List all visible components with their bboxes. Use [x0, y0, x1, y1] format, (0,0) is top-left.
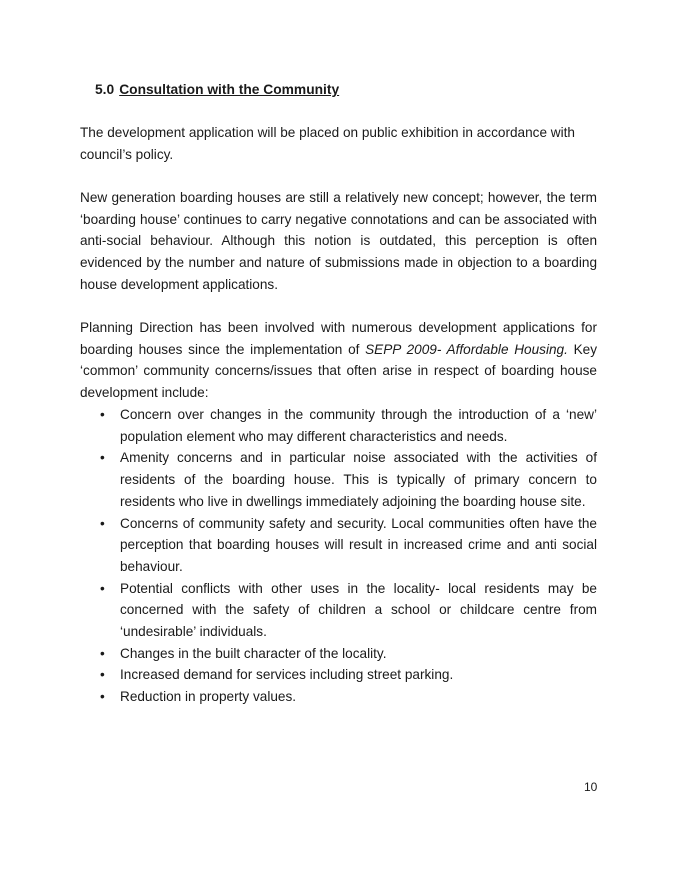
list-item-text: Increased demand for services including street parking.	[120, 667, 454, 683]
list-item-text: Concern over changes in the community through the introduction of a ‘new’ population element who may different characteristics and needs.	[120, 407, 597, 444]
page-number: 10	[584, 780, 598, 794]
list-item-text: Changes in the built character of the locality.	[120, 645, 387, 661]
paragraph-planning-direction	[80, 317, 597, 404]
bullet-icon: •	[100, 689, 105, 705]
bullet-icon: •	[100, 645, 105, 661]
list-item-text: Potential conflicts with other uses in the locality- local residents may be concerned with the safety of children a school or childcare centre from ‘undesirable’ individuals.	[120, 580, 597, 640]
paragraph-exhibition: The development application will be placed on public exhibition in accordance with council’s policy.	[80, 125, 575, 162]
paragraph-perception: New generation boarding houses are still a relatively new concept; however, the term ‘boarding house’ continues to carry negative connotations and can be associated with anti-social behaviour. Although this notion is outdated, this perception is often evidenced by the number and nature of submissions made in objection to a boarding house development applications.	[80, 190, 597, 292]
list-item	[80, 447, 597, 512]
paragraph-text: Key ‘common’ community concerns/issues that often arise in respect of boarding house development include:	[80, 341, 598, 401]
list-item	[80, 686, 597, 708]
bullet-icon: •	[100, 580, 105, 596]
list-item	[80, 578, 597, 643]
list-item-text: Amenity concerns and in particular noise associated with the activities of residents of the boarding house. This is typically of primary concern to residents who live in dwellings immediately adjoining the boarding house site.	[120, 450, 597, 509]
bullet-icon: •	[100, 667, 105, 683]
section-heading	[95, 79, 339, 101]
paragraph-text: Planning Direction has been involved with numerous development applications for boarding houses since the implementation of	[80, 320, 597, 357]
list-item-text: Reduction in property values.	[120, 689, 297, 705]
list-item-text: Concerns of community safety and security. Local communities often have the perception that boarding houses will result in increased crime and anti social behaviour.	[120, 515, 597, 574]
section-number: 5.0	[95, 82, 115, 97]
list-item	[80, 404, 597, 447]
concerns-list	[80, 404, 597, 708]
bullet-icon: •	[100, 407, 105, 422]
list-item	[80, 664, 597, 686]
section-title: Consultation with the Community	[119, 82, 340, 97]
bullet-icon: •	[100, 515, 105, 531]
policy-reference: SEPP 2009- Affordable Housing.	[365, 341, 568, 357]
bullet-icon: •	[100, 450, 105, 466]
list-item	[80, 513, 597, 578]
list-item	[80, 643, 597, 665]
